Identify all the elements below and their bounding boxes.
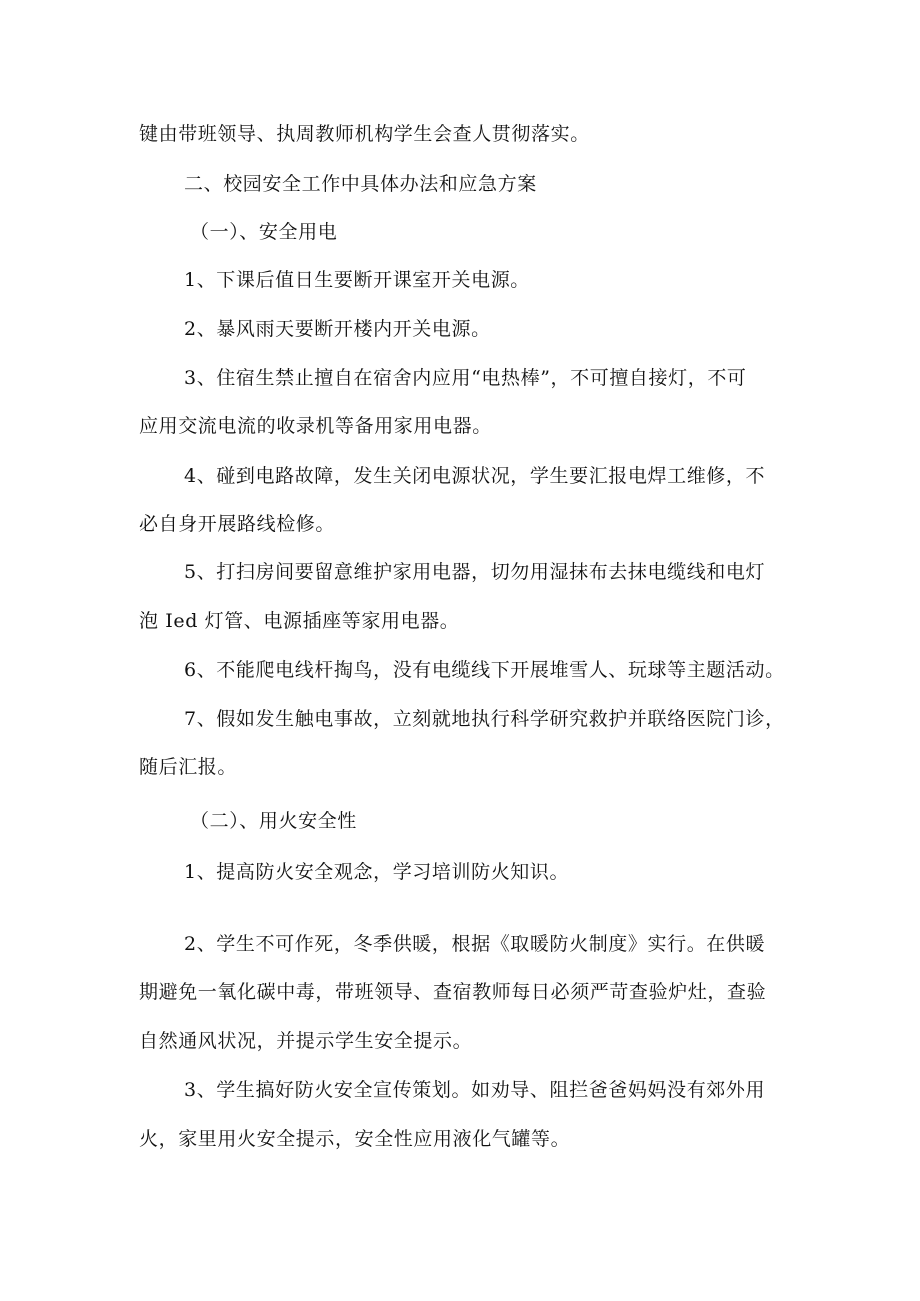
text-line: 7、假如发生触电事故，立刻就地执行科学研究救护并联络医院门诊， xyxy=(184,708,785,730)
subsection-heading: （一）、安全用电 xyxy=(190,221,338,243)
text-line: 自然通风状况，并提示学生安全提示。 xyxy=(139,1030,473,1052)
text-line: 3、学生搞好防火安全宣传策划。如劝导、阻拦爸爸妈妈没有郊外用 xyxy=(184,1079,766,1101)
text-line: 应用交流电流的收录机等备用家用电器。 xyxy=(139,415,492,437)
subsection-heading: （二）、用火安全性 xyxy=(190,810,357,832)
text-line: 键由带班领导、执周教师机构学生会查人贯彻落实。 xyxy=(139,123,590,145)
text-line: 必自身开展路线检修。 xyxy=(139,513,336,535)
text-line: 3、住宿生禁止擅自在宿舍内应用“电热棒”，不可擅自接灯，不可 xyxy=(184,367,747,389)
text-line: 2、学生不可作死，冬季供暖，根据《取暖防火制度》实行。在供暖 xyxy=(184,933,766,955)
text-line: 期避免一氧化碳中毒，带班领导、查宿教师每日必须严苛查验炉灶，查验 xyxy=(139,981,767,1003)
text-line: 5、打扫房间要留意维护家用电器，切勿用湿抹布去抹电缆线和电灯 xyxy=(184,561,766,583)
text-line: 2、暴风雨天要断开楼内开关电源。 xyxy=(184,318,491,340)
text-line: 火，家里用火安全提示，安全性应用液化气罐等。 xyxy=(139,1128,571,1150)
text-line: 6、不能爬电线杆掏鸟，没有电缆线下开展堆雪人、玩球等主题活动。 xyxy=(184,659,785,681)
text-line: 4、碰到电路故障，发生关闭电源状况，学生要汇报电焊工维修，不 xyxy=(184,465,766,487)
section-heading: 二、校园安全工作中具体办法和应急方案 xyxy=(184,173,537,195)
text-line: 泡 Ied 灯管、电源插座等家用电器。 xyxy=(139,610,460,632)
text-line: 1、下课后值日生要断开课室开关电源。 xyxy=(184,269,530,291)
text-line: 随后汇报。 xyxy=(139,756,238,778)
text-line: 1、提高防火安全观念，学习培训防火知识。 xyxy=(184,861,570,883)
